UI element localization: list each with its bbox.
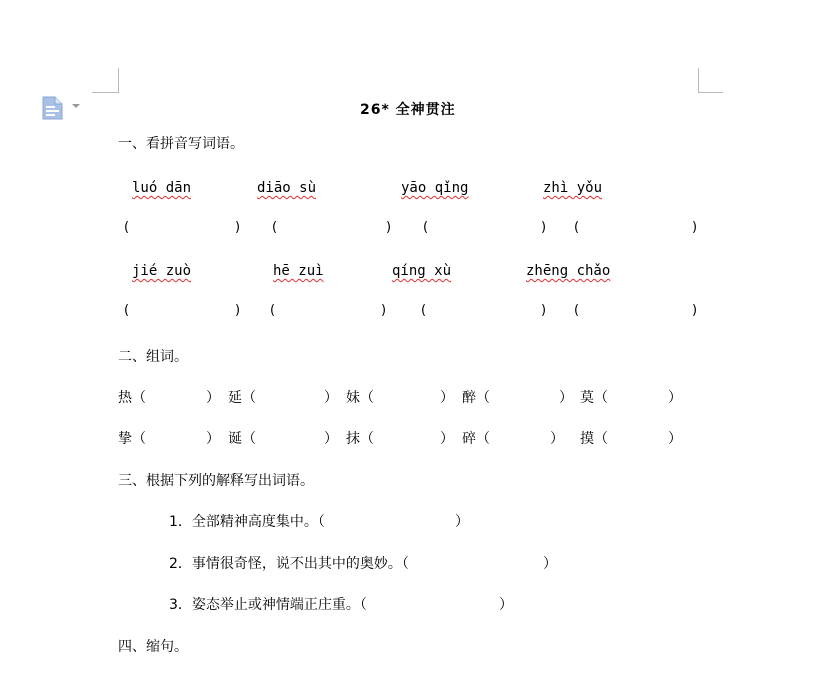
definition-close: ）: [455, 514, 469, 530]
section-3-heading: 三、根据下列的解释写出词语。: [118, 473, 314, 489]
page-corner-top-right: [698, 68, 723, 93]
word-item: 热（: [118, 390, 146, 406]
blank-close: ): [386, 220, 392, 235]
word-close: ）: [206, 431, 220, 447]
word-item: 碎（: [462, 431, 490, 447]
word-item: 莫（: [580, 390, 608, 406]
blank-open: (: [124, 220, 130, 235]
blank-close: ): [235, 303, 241, 318]
word-item: 抹（: [346, 431, 374, 447]
word-close: ）: [440, 431, 454, 447]
word-close: ）: [440, 390, 454, 406]
section-1-heading: 一、看拼音写词语。: [118, 136, 244, 152]
word-item: 妹（: [346, 390, 374, 406]
blank-open: (: [272, 220, 278, 235]
blank-close: ): [692, 220, 698, 235]
definition-close: ）: [543, 556, 557, 572]
definition-item: 3．姿态举止或神情端正庄重。（: [169, 597, 367, 613]
blank-close: ): [381, 303, 387, 318]
blank-close: ): [541, 303, 547, 318]
blank-close: ): [541, 220, 547, 235]
document-icon[interactable]: [42, 96, 64, 120]
blank-open: (: [574, 303, 580, 318]
pinyin-word: luó dān: [132, 180, 192, 196]
word-close: ）: [206, 390, 220, 406]
definition-item: 2．事情很奇怪，说不出其中的奥妙。（: [169, 556, 409, 572]
blank-open: (: [124, 303, 130, 318]
word-item: 诞（: [228, 431, 256, 447]
pinyin-word: hē zuì: [273, 263, 324, 279]
blank-close: ): [692, 303, 698, 318]
definition-close: ）: [499, 597, 513, 613]
word-close: ）: [559, 390, 573, 406]
pinyin-word: zhì yǒu: [543, 180, 603, 196]
section-4-heading: 四、缩句。: [118, 639, 188, 655]
page-corner-top-left: [92, 68, 119, 93]
blank-open: (: [270, 303, 276, 318]
section-2-heading: 二、组词。: [118, 349, 188, 365]
word-item: 延（: [228, 390, 256, 406]
blank-close: ): [235, 220, 241, 235]
word-close: ）: [668, 390, 682, 406]
page-title: 26* 全神贯注: [360, 102, 456, 118]
blank-open: (: [421, 303, 427, 318]
word-item: 摸（: [580, 431, 608, 447]
word-item: 挚（: [118, 431, 146, 447]
blank-open: (: [574, 220, 580, 235]
pinyin-word: yāo qǐng: [401, 180, 469, 196]
chevron-down-icon[interactable]: [72, 104, 80, 108]
blank-open: (: [423, 220, 429, 235]
pinyin-word: zhēng chǎo: [526, 263, 611, 279]
word-close: ）: [668, 431, 682, 447]
pinyin-word: qíng xù: [392, 263, 452, 279]
word-close: ）: [324, 431, 338, 447]
definition-item: 1．全部精神高度集中。（: [169, 514, 325, 530]
word-close: ）: [550, 431, 564, 447]
word-item: 醉（: [462, 390, 490, 406]
pinyin-word: jié zuò: [132, 263, 192, 279]
pinyin-word: diāo sù: [257, 180, 317, 196]
word-close: ）: [324, 390, 338, 406]
